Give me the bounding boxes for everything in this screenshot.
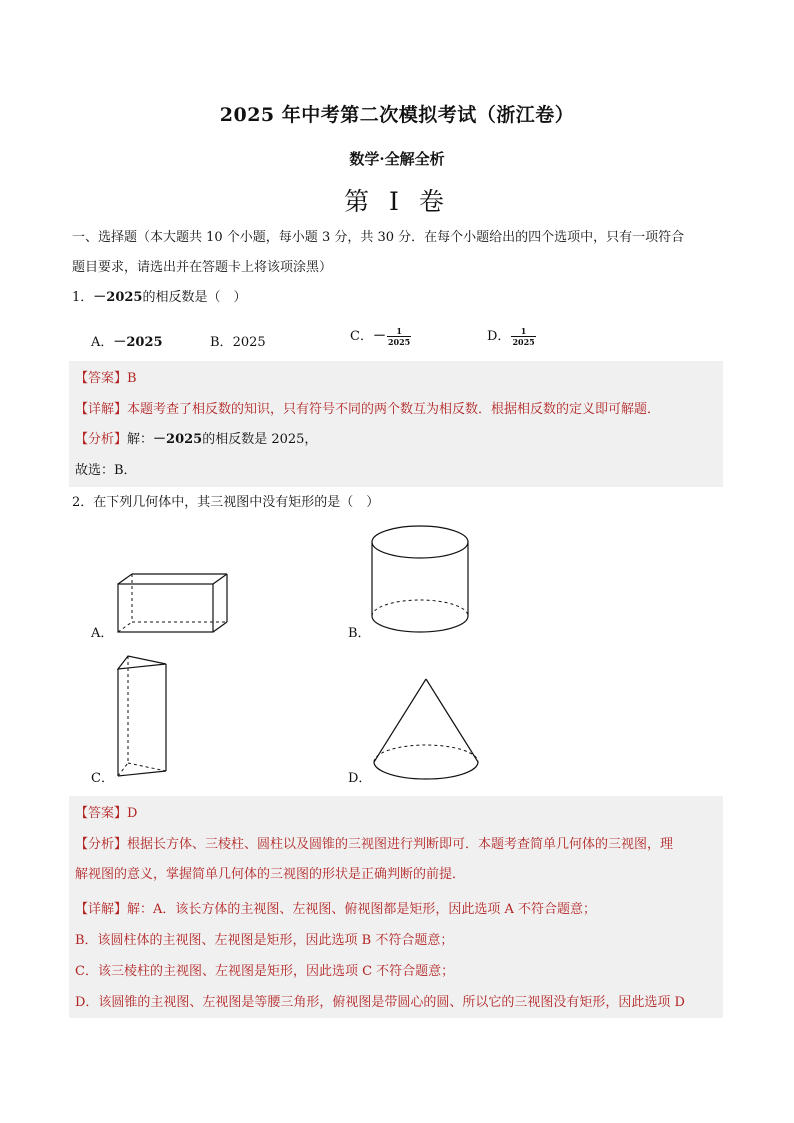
q2-stem-text: 在下列几何体中，其三视图中没有矩形的是（ ）: [93, 495, 380, 510]
q2-label-d: D．: [348, 771, 372, 786]
option-d-numerator: 1: [511, 326, 535, 337]
q2-detail-line1: [75, 898, 596, 917]
q2-detail-line4: D．该圆锥的主视图、左视图是等腰三角形，俯视图是带圆心的圆、所以它的三视图没有矩形，因此选项 D: [75, 995, 685, 1010]
option-c-numerator: 1: [387, 326, 411, 337]
analysis-expr: －2025: [153, 432, 203, 447]
q1-option-d: [487, 325, 536, 347]
answer-tag: 【答案】: [75, 806, 128, 821]
q1-option-c: [350, 325, 411, 347]
q1-option-a: [91, 331, 163, 350]
answer-tag: 【答案】: [75, 371, 128, 386]
analysis-text-1: 根据长方体、三棱柱、圆柱以及圆锥的三视图进行判断即可．本题考查简单几何体的三视图，理: [127, 837, 674, 852]
exam-title: 2025 年中考第二次模拟考试（浙江卷）: [219, 104, 575, 126]
q1-stem-text: 的相反数是（ ）: [142, 290, 247, 305]
analysis-suffix: 的相反数是 2025，: [202, 432, 318, 447]
detail-text-1: 解：A．该长方体的主视图、左视图、俯视图都是矩形，因此选项 A 不符合题意；: [127, 902, 597, 917]
q1-answer-box: [69, 361, 723, 487]
option-c-label: C．: [350, 329, 373, 344]
option-a-label: A．: [91, 335, 114, 350]
q1-detail-line: [75, 398, 660, 417]
q1-analysis-line: [75, 428, 317, 447]
q2-detail-line2: B．该圆柱体的主视图、左视图是矩形，因此选项 B 不符合题意；: [75, 933, 454, 948]
exam-subtitle: 数学·全解全析: [349, 150, 445, 168]
q2-label-a: A．: [91, 626, 114, 641]
option-b-value: 2025: [232, 335, 266, 350]
option-d-fraction: [511, 326, 535, 347]
option-c-denominator: 2025: [387, 337, 411, 347]
q1-choice-line: 故选：B．: [75, 463, 137, 478]
cone-icon: [370, 676, 482, 784]
section-instruction-line1: 一、选择题（本大题共 10 个小题，每小题 3 分，共 30 分．在每个小题给出的四个选项中，只有一项符合: [72, 230, 685, 245]
option-d-denominator: 2025: [512, 337, 535, 347]
q2-label-b: B．: [348, 626, 371, 641]
volume-heading: 第 I 卷: [344, 187, 450, 216]
q2-analysis-line1: [75, 833, 673, 852]
triangular-prism-icon: [112, 652, 172, 782]
option-c-fraction: [387, 326, 411, 347]
answer-value: B: [127, 371, 137, 386]
section-instruction-line2: 题目要求，请选出并在答题卡上将该项涂黑）: [72, 260, 333, 275]
q2-analysis-line2: 解视图的意义，掌握简单几何体的三视图的形状是正确判断的前提．: [75, 867, 466, 882]
analysis-tag: 【分析】: [75, 837, 128, 852]
analysis-prefix: 解：: [127, 432, 154, 447]
answer-value: D: [127, 806, 138, 821]
q2-number: 2．: [72, 495, 94, 510]
q2-answer-box: [69, 796, 723, 1018]
detail-tag: 【详解】: [75, 402, 128, 417]
q1-answer-line: [75, 367, 137, 386]
q2-detail-line3: C．该三棱柱的主视图、左视图是矩形，因此选项 C 不符合题意；: [75, 964, 455, 979]
q2-label-c: C．: [91, 771, 114, 786]
rectangular-prism-icon: [110, 570, 230, 640]
q2-stem: [72, 488, 722, 518]
option-c-sign: －: [372, 329, 386, 344]
q1-option-b: [210, 331, 266, 350]
q1-stem-expr: －2025: [93, 290, 143, 305]
option-b-label: B．: [210, 335, 233, 350]
q1-stem: [72, 283, 722, 313]
q1-number: 1．: [72, 290, 94, 305]
detail-text: 本题考查了相反数的知识，只有符号不同的两个数互为相反数．根据相反数的定义即可解题．: [127, 402, 661, 417]
option-d-label: D．: [487, 329, 511, 344]
option-a-value: －2025: [113, 335, 163, 350]
q2-answer-line: [75, 802, 137, 821]
analysis-tag: 【分析】: [75, 432, 128, 447]
cylinder-icon: [368, 524, 472, 636]
detail-tag: 【详解】: [75, 902, 128, 917]
